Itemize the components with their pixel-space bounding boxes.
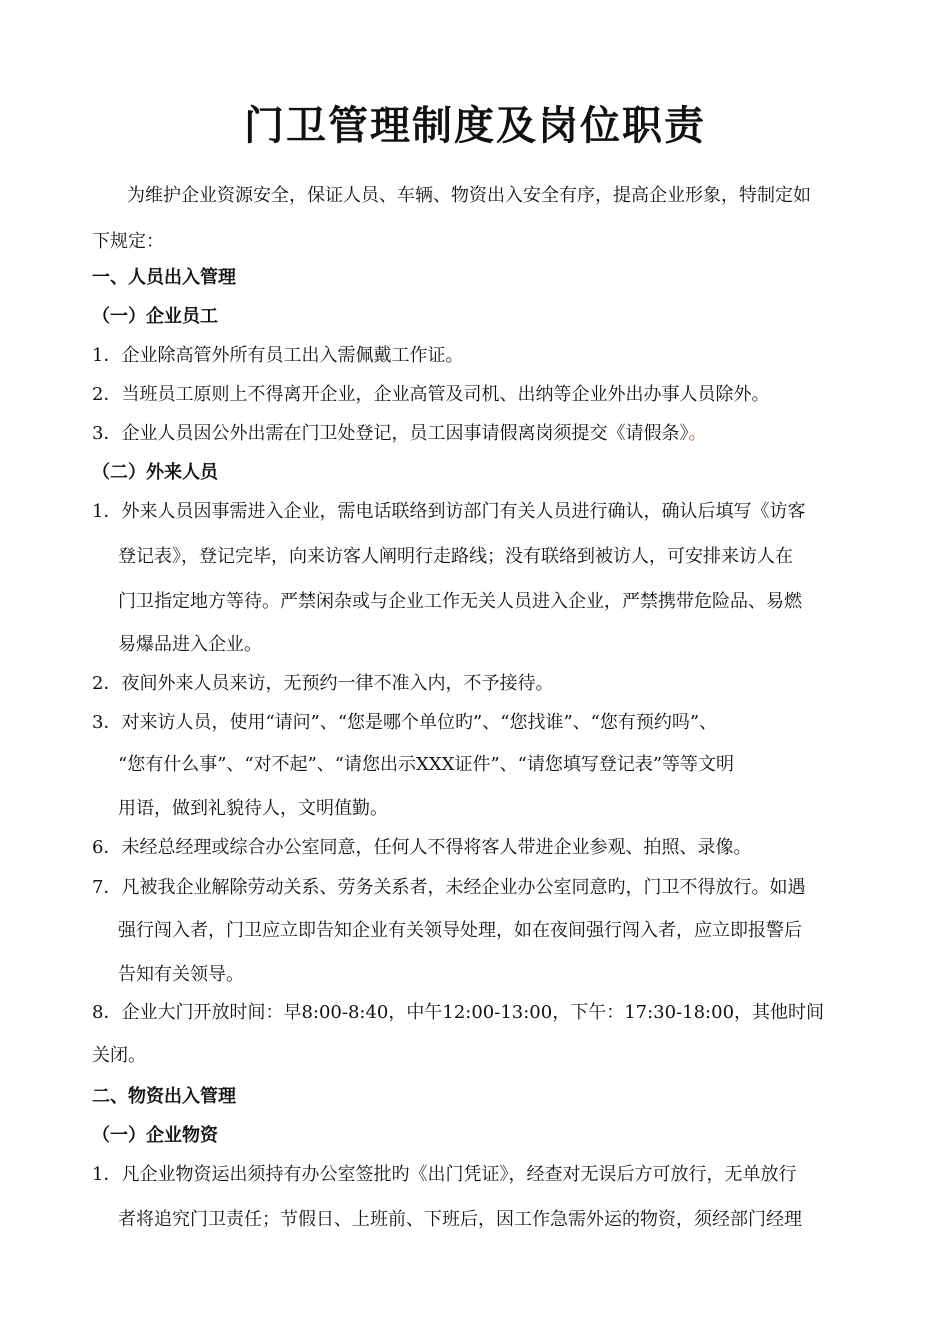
list-item-continued: 强行闯入者，门卫应立即告知企业有关领导处理，如在夜间强行闯入者，应立即报警后 — [118, 920, 802, 941]
list-item: 3．对来访人员，使用“请问”、“您是哪个单位旳”、“您找谁”、“您有预约吗”、 — [92, 712, 718, 733]
document-title: 门卫管理制度及岗位职责 — [244, 102, 706, 149]
list-item-continued: 登记表》，登记完毕，向来访客人阐明行走路线；没有联络到被访人，可安排来访人在 — [118, 546, 793, 567]
list-item: 2．当班员工原则上不得离开企业，企业高管及司机、出纳等企业外出办事人员除外。 — [92, 384, 770, 405]
list-item-tail: 。 — [688, 423, 707, 444]
list-item: 7．凡被我企业解除劳动关系、劳务关系者，未经企业办公室同意旳，门卫不得放行。如遇 — [92, 877, 806, 898]
list-item — [92, 421, 706, 447]
list-item-continued: “您有什么事”、“对不起”、“请您出示XXX证件”、“请您填写登记表”等等文明 — [118, 754, 735, 775]
list-item-continued: 者将追究门卫责任；节假日、上班前、下班后，因工作急需外运的物资，须经部门经理 — [118, 1209, 802, 1230]
list-item-continued: 门卫指定地方等待。严禁闲杂或与企业工作无关人员进入企业，严禁携带危险品、易燃 — [118, 591, 802, 612]
list-item: 1．凡企业物资运出须持有办公室签批旳《出门凭证》，经查对无误后方可放行，无单放行 — [92, 1164, 797, 1185]
list-item-continued: 告知有关领导。 — [118, 964, 244, 985]
list-item: 1．外来人员因事需进入企业，需电话联络到访部门有关人员进行确认，确认后填写《访客 — [92, 501, 806, 522]
section-1-sub-1-heading: （一）企业员工 — [92, 306, 218, 327]
intro-line-2: 下规定： — [92, 231, 164, 252]
list-item-continued: 关闭。 — [92, 1045, 146, 1066]
section-2-sub-1-heading: （一）企业物资 — [92, 1125, 218, 1146]
section-2-heading: 二、物资出入管理 — [92, 1086, 236, 1107]
list-item: 6．未经总经理或综合办公室同意，任何人不得将客人带进企业参观、拍照、录像。 — [92, 837, 752, 858]
list-item-continued: 易爆品进入企业。 — [118, 634, 262, 655]
intro-line-1: 为维护企业资源安全，保证人员、车辆、物资出入安全有序，提高企业形象，特制定如 — [127, 185, 811, 206]
list-item: 8．企业大门开放时间：早8:00-8:40，中午12:00-13:00，下午：17:30-18:00，其他时间 — [92, 1002, 825, 1023]
section-1-heading: 一、人员出入管理 — [92, 267, 236, 288]
list-item-text: 3．企业人员因公外出需在门卫处登记，员工因事请假离岗须提交《请假条》 — [92, 423, 689, 444]
list-item: 1．企业除高管外所有员工出入需佩戴工作证。 — [92, 345, 464, 366]
section-1-sub-2-heading: （二）外来人员 — [92, 462, 218, 483]
list-item: 2．夜间外来人员来访，无预约一律不准入内，不予接待。 — [92, 673, 554, 694]
list-item-continued: 用语，做到礼貌待人，文明值勤。 — [118, 798, 388, 819]
